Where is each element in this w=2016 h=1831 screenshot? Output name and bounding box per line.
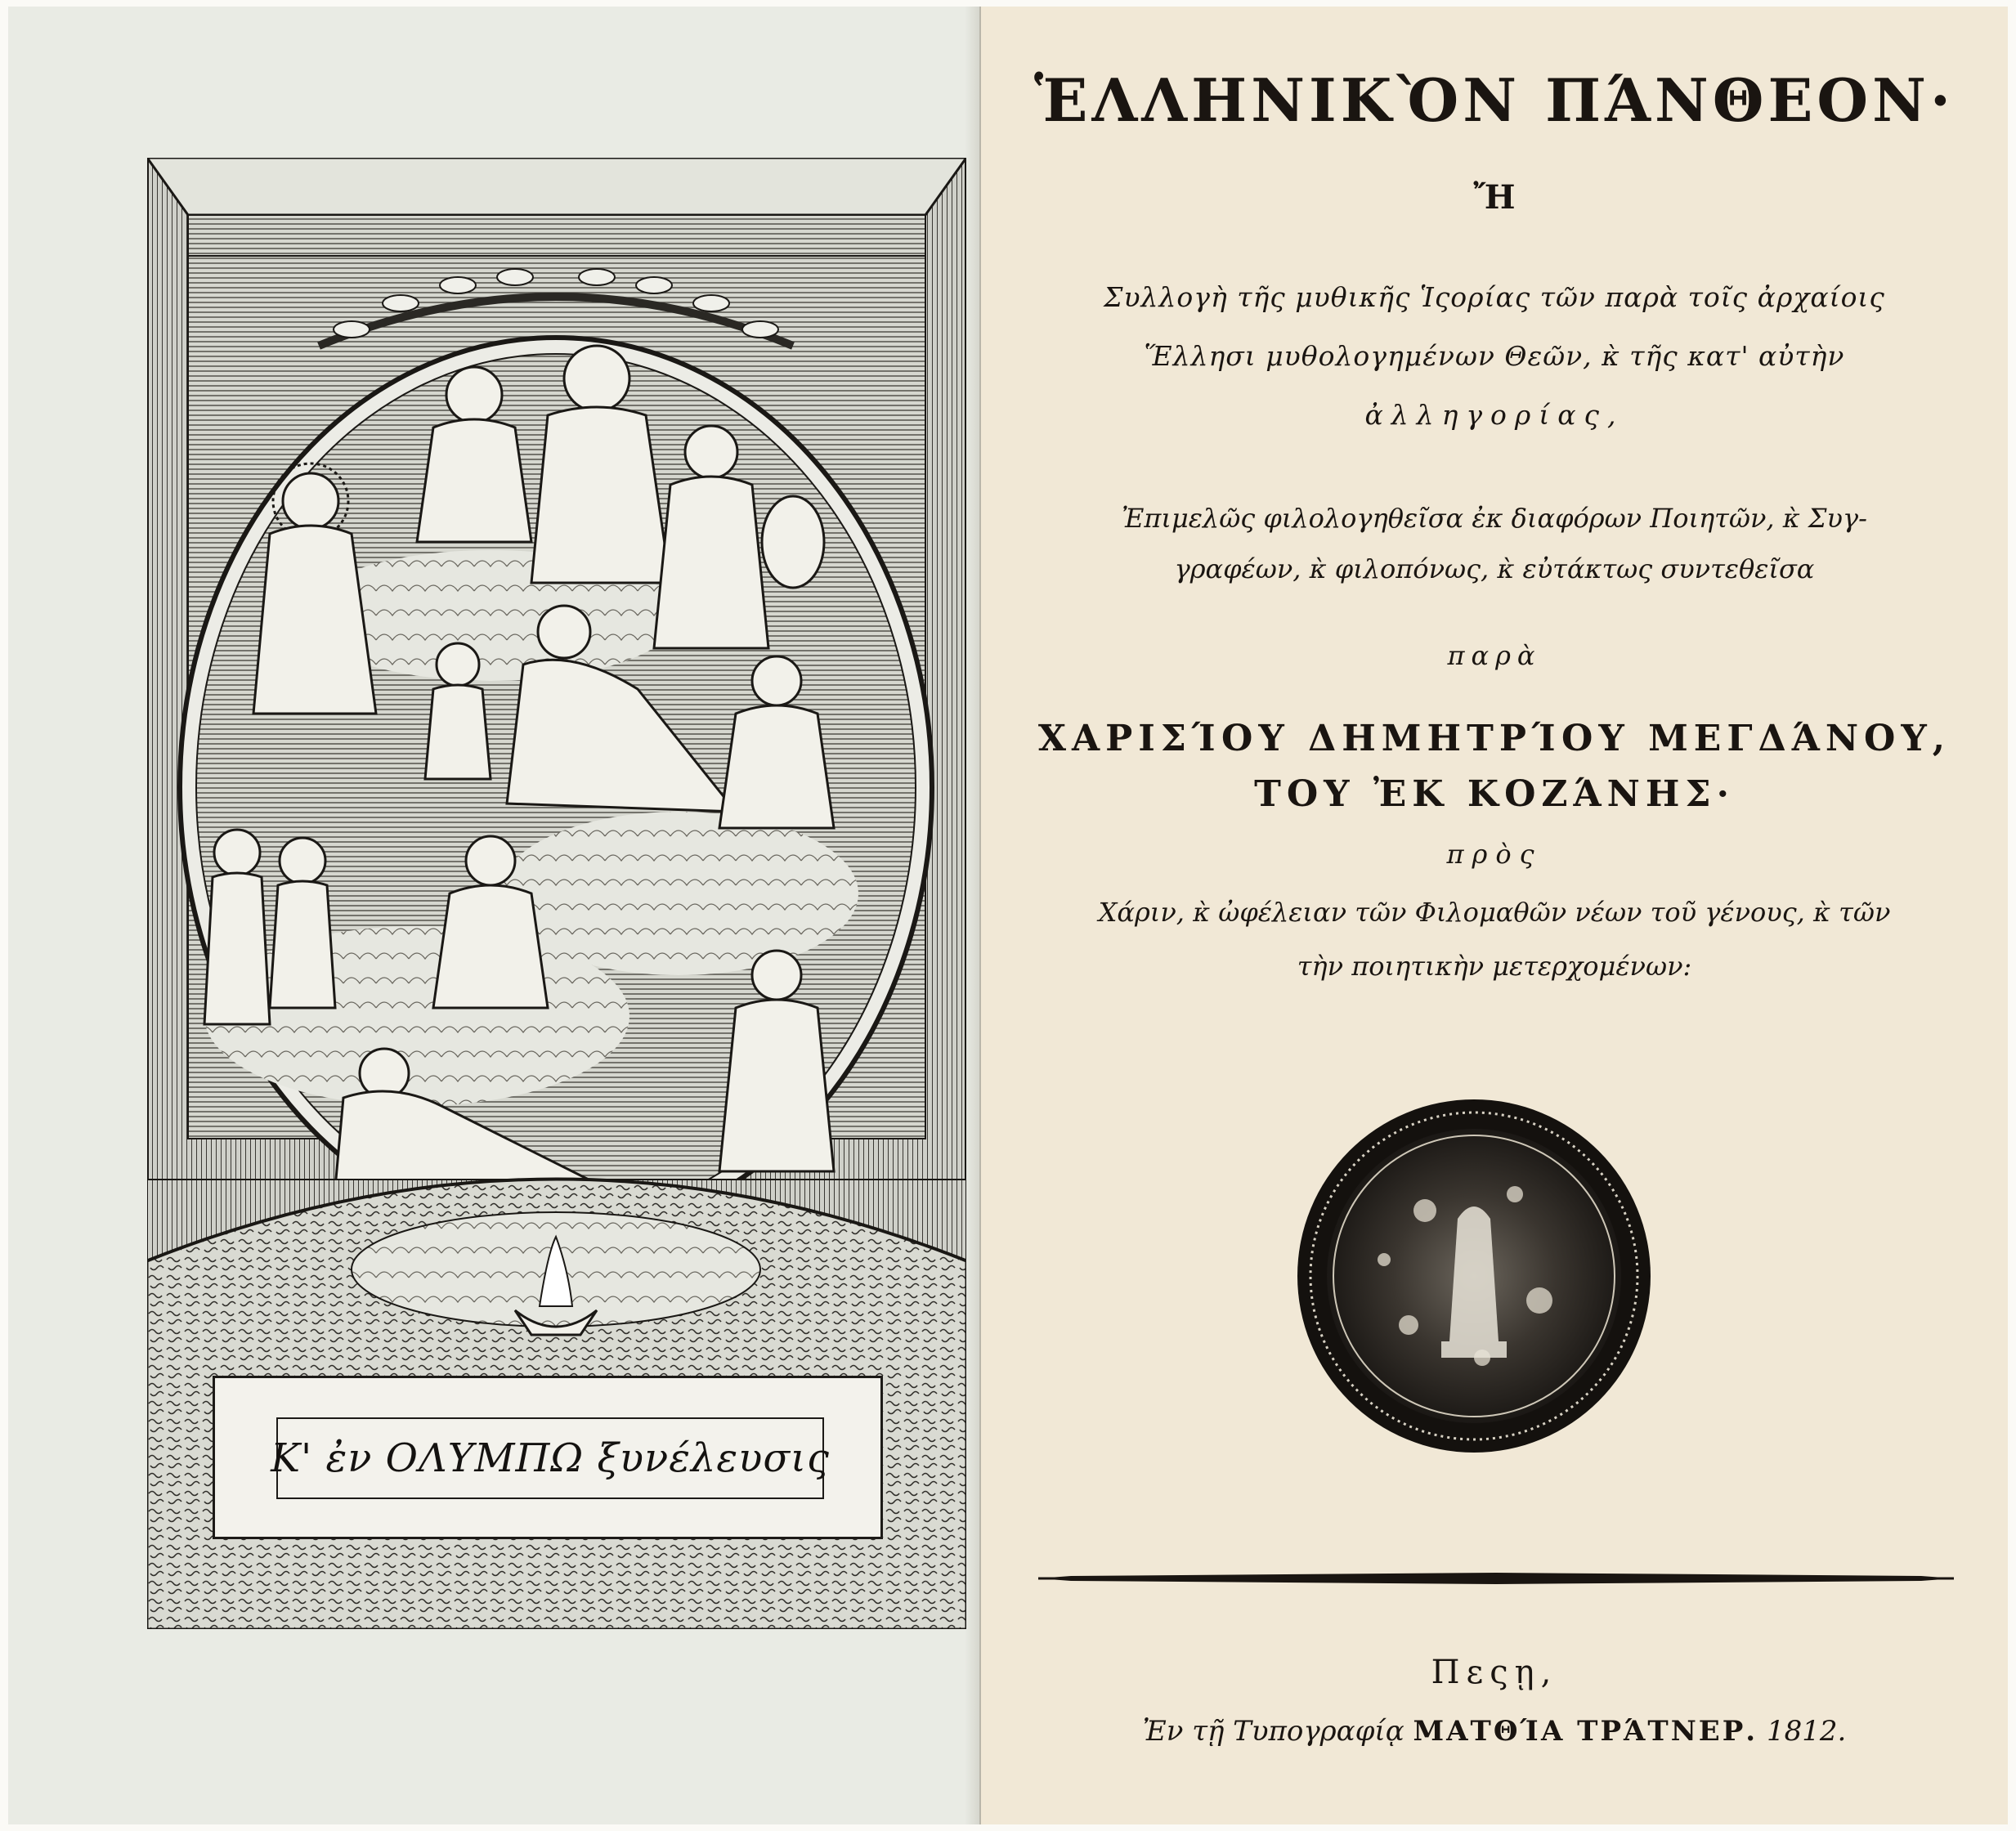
dedication-purpose bbox=[981, 885, 2008, 993]
caption-plaque bbox=[213, 1376, 883, 1539]
left-page bbox=[8, 7, 981, 1824]
decorative-rule bbox=[1038, 1566, 1954, 1591]
imprint-city: Πεςῃ, bbox=[1431, 1654, 1558, 1691]
for-word: πρὸς bbox=[1446, 839, 1543, 870]
library-stamp bbox=[1294, 1096, 1654, 1456]
imprint-line bbox=[981, 1715, 2008, 1748]
purpose-line-1: Χάριν, κ̀ ὠφέλειαν τῶν Φιλομαθῶν νέων τοῦ γένους, κ̀ τῶν bbox=[1098, 897, 1891, 928]
compilation-line-1: Ἐπιμελῶς φιλολογηθεῖσα ἐκ διαφόρων Ποιητῶν, κ̀ Συγ- bbox=[1122, 503, 1867, 534]
imprint-prefix: Ἐν τῇ Τυπογραφίᾳ bbox=[1142, 1715, 1404, 1748]
engraving-caption: Κ' ἐν ΟΛΥΜΠΩ ξυνέλευσις bbox=[271, 1435, 830, 1481]
subtitle-line-2: Ἕλλησι μυθολογημένων Θεῶν, κ̀ τῆς κατ' αὐτὴν bbox=[1144, 340, 1845, 372]
subtitle-line-3: ἀλληγορίας, bbox=[1364, 399, 1624, 431]
subtitle-line-1: Συλλογὴ τῆς μυθικῆς Ἱςορίας τῶν παρὰ τοῖς ἀρχαίοις bbox=[1104, 281, 1885, 313]
frontispiece-engraving bbox=[147, 158, 966, 1629]
title-page bbox=[981, 7, 2008, 1824]
imprint-year: 1812. bbox=[1766, 1715, 1847, 1748]
conjunction: Ἤ bbox=[1473, 178, 1516, 217]
purpose-line-2: τὴν ποιητικὴν μετερχομένων: bbox=[1297, 951, 1692, 982]
printer-name: ΜΑΤΘΊΑ ΤΡΆΤΝΕΡ. bbox=[1413, 1715, 1758, 1748]
compilation-line-2: γραφέων, κ̀ φιλοπόνως, κ̀ εὐτάκτως συντεθεῖσα bbox=[1174, 553, 1815, 584]
compilation-note bbox=[981, 493, 2008, 594]
author-name: ΧΑΡΙΣΊΟΥ ΔΗΜΗΤΡΊΟΥ ΜΕΓΔΆΝΟΥ, bbox=[1037, 718, 1951, 759]
book-spread bbox=[8, 7, 2008, 1824]
caption-frame bbox=[271, 1417, 830, 1499]
book-title: ἙΛΛΗΝΙΚῸΝ ΠΆΝΘΕΟΝ· bbox=[1034, 65, 1955, 135]
by-word: παρὰ bbox=[1447, 640, 1542, 671]
subtitle-description bbox=[981, 268, 2008, 445]
author-origin: ΤΟΥ ἘΚ ΚΟΖΆΝΗΣ· bbox=[1254, 773, 1735, 815]
